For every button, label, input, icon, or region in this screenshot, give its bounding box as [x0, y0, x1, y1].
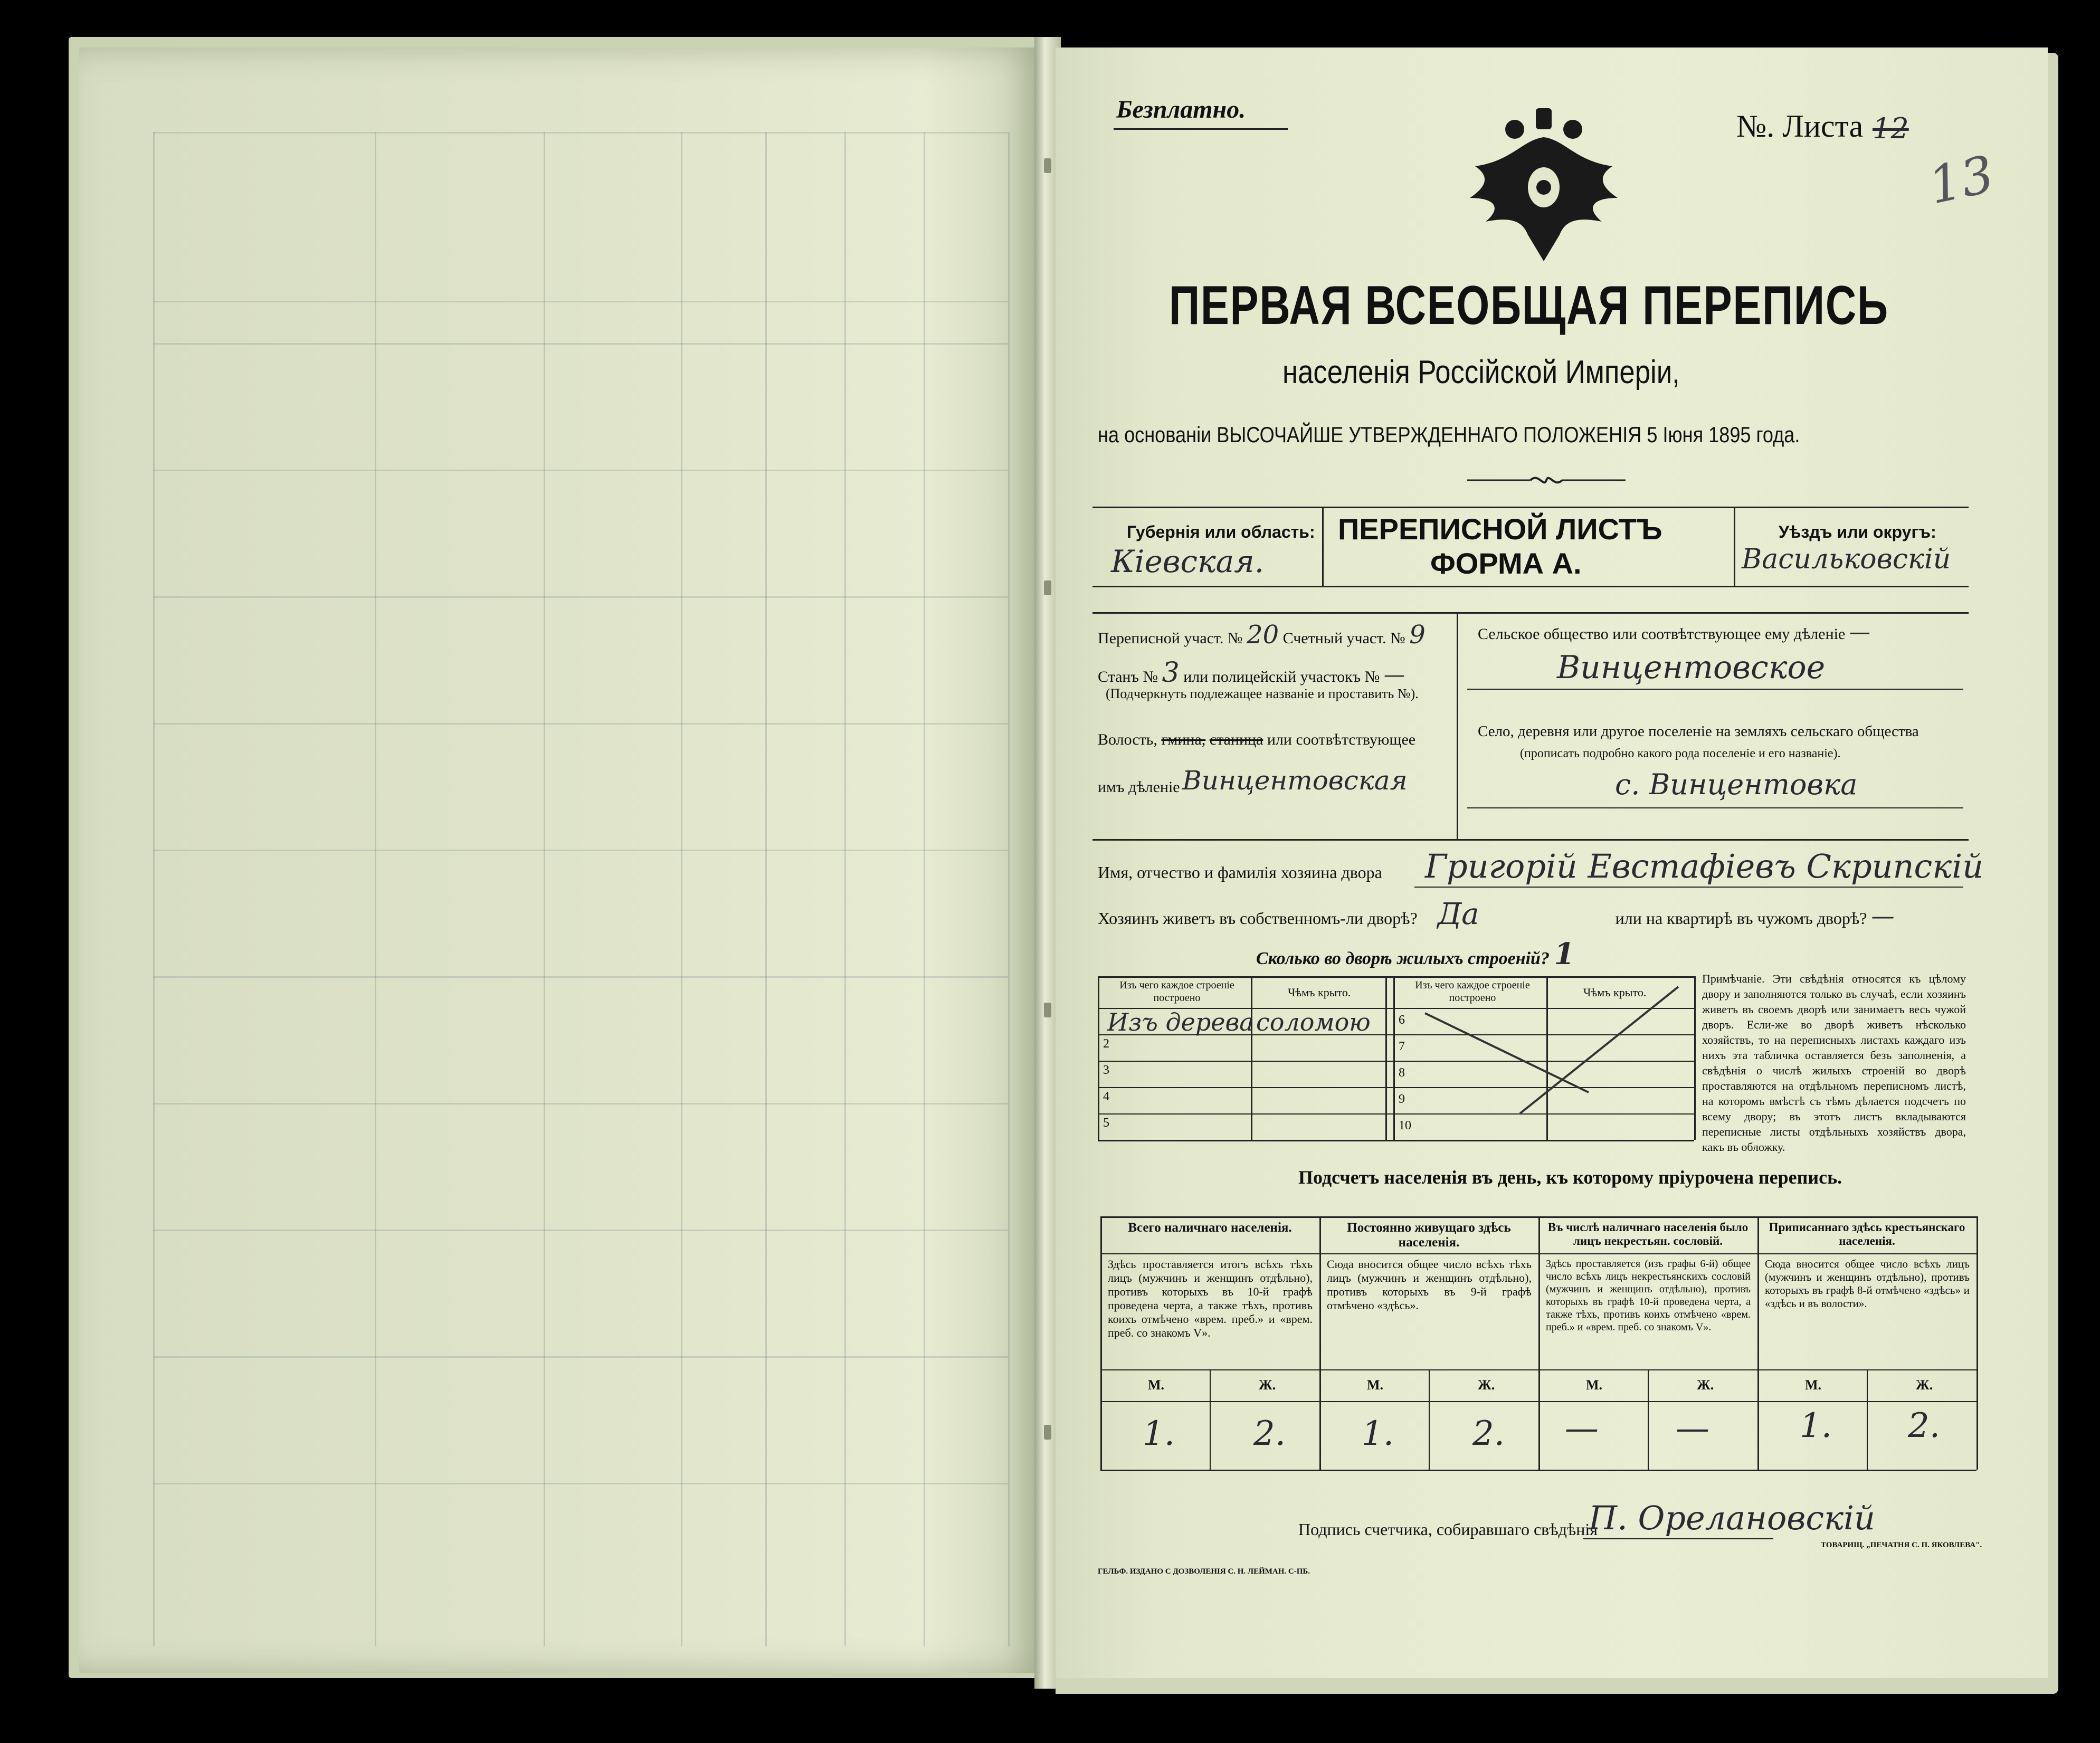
uezd-label: Уѣздъ или округъ:: [1779, 522, 1936, 541]
f-label: Ж.: [1259, 1377, 1276, 1393]
volost-struck-stanitsa: станица: [1209, 731, 1263, 748]
lives-value: Да: [1437, 897, 1479, 931]
uezd-value: Васильковскій: [1742, 544, 1951, 575]
sheet-number-label: №. Листа: [1736, 109, 1864, 144]
row-number: 6: [1399, 1013, 1405, 1027]
col-nonpeasant-m: —: [1565, 1409, 1599, 1448]
m-label: М.: [1148, 1377, 1165, 1393]
form-code: ФОРМА А.: [1430, 547, 1582, 580]
row-number: 9: [1399, 1092, 1405, 1106]
volost-label: Волость,: [1098, 731, 1157, 748]
row-number: 5: [1103, 1116, 1109, 1130]
village-label: Село, деревня или другое поселеніе на земляхъ сельскаго общества: [1478, 723, 1919, 740]
rent-label: или на квартирѣ въ чужомъ дворѣ?: [1615, 909, 1867, 928]
stitch: [1044, 1003, 1051, 1017]
m-label: М.: [1367, 1377, 1384, 1393]
col-registered-m: 1.: [1800, 1406, 1832, 1445]
col-nonpeasant-f: —: [1676, 1409, 1709, 1448]
col-registered-desc: Сюда вносится общее число всѣхъ лицъ (мужчинъ и женщинъ отдѣльно), противъ которыхъ въ графѣ 8-й отмѣчено «здѣсь» и «здѣсь и въ волости».: [1765, 1258, 1970, 1310]
legal-basis: на основаніи ВЫСОЧАЙШЕ УТВЕРЖДЕННАГО ПОЛОЖЕНІЯ 5 Іюня 1895 года.: [1098, 422, 1800, 447]
society-value: Винцентовское: [1557, 649, 1826, 686]
population-heading: Подсчетъ населенія въ день, къ которому пріурочена перепись.: [1298, 1167, 1842, 1188]
row-number: 7: [1399, 1040, 1405, 1053]
row-number: 2: [1103, 1037, 1109, 1051]
col-material: Изъ чего каждое строеніе построено: [1119, 979, 1234, 1004]
col-permanent-f: 2.: [1472, 1414, 1505, 1453]
m-label: М.: [1586, 1377, 1603, 1393]
volost-label-3: имъ дѣленіе: [1098, 778, 1180, 796]
col-nonpeasant-desc: Здѣсь проставляется (изъ графы 6-й) общее число всѣхъ лицъ некрестьянскихъ сословій (мужчинъ и женщинъ отдѣльно), противъ которыхъ въ графѣ 10-й проведена черта, а также тѣхъ, противъ коихъ отмѣчено «врем. преб.» и «врем. преб. со знакомъ V».: [1546, 1258, 1751, 1333]
col-registered-f: 2.: [1908, 1406, 1941, 1445]
ornament-divider: [1467, 470, 1626, 491]
footnote: Примѣчаніе. Эти свѣдѣнія относятся къ цѣлому двору и заполняются только въ случаѣ, если хозяинъ живетъ въ своемъ дворѣ или занимаетъ весь чужой дворъ. Если-же во дворѣ живетъ нѣсколько хозяйствъ, то на переписныхъ листахъ каждаго изъ нихъ эта табличка оставляется безъ заполненія, а свѣдѣнія о числѣ жилыхъ строеній во дворѣ проставляются на отдѣльномъ переписномъ листѣ, на которомъ вмѣстѣ съ тѣмъ дѣлается подсчетъ по всему двору; въ этотъ листъ вкладываются переписные листы отдѣльныхъ хозяйствъ двора, какъ въ обложку.: [1702, 972, 1966, 1154]
stitch: [1044, 1425, 1051, 1440]
buildings-label: Сколько во дворѣ жилыхъ строеній?: [1256, 949, 1550, 968]
village-value: с. Винцентовка: [1615, 768, 1858, 801]
f-label: Ж.: [1916, 1377, 1933, 1393]
volost-struck-gmina: гмина,: [1161, 731, 1206, 748]
stitch: [1044, 580, 1051, 595]
imprint-right: ТОВАРИЩ. „ПЕЧАТНЯ С. П. ЯКОВЛЕВА".: [1821, 1541, 1982, 1549]
stitch: [1044, 158, 1051, 173]
row-1-roof: соломою: [1256, 1008, 1371, 1036]
society-label: Сельское общество или соотвѣтствующее ему дѣленіе: [1478, 625, 1846, 643]
row-number: 3: [1103, 1063, 1109, 1077]
row-number: 8: [1399, 1066, 1405, 1080]
free-label: Безплатно.: [1116, 96, 1246, 123]
f-label: Ж.: [1478, 1377, 1495, 1393]
row-1-material: Изъ дерева: [1107, 1008, 1254, 1036]
col-permanent-desc: Сюда вносится общее число всѣхъ тѣхъ лицъ (мужчинъ и женщинъ отдѣльно), противъ которыхъ въ 9-й графѣ отмѣчено «здѣсь».: [1327, 1258, 1532, 1312]
left-page-bleedthrough-grid: [79, 79, 1040, 1673]
col-nonpeasant-title: Въ числѣ наличнаго населенія было лицъ некрестьян. сословій.: [1547, 1221, 1749, 1247]
buildings-value: 1: [1554, 937, 1575, 971]
volost-value: Винцентовская: [1182, 765, 1408, 796]
m-label: М.: [1805, 1377, 1822, 1393]
col-roof: Чѣмъ крыто.: [1288, 986, 1351, 999]
society-dash: —: [1849, 620, 1870, 644]
owner-value: Григорій Евстафіевъ Скрипскій: [1425, 847, 1983, 885]
col-total-f: 2.: [1253, 1414, 1286, 1453]
village-hint: (прописать подробно какого рода поселеніе и его названіе).: [1520, 747, 1841, 760]
imprint-left: ГЕЛЬФ. ИЗДАНО С ДОЗВОЛЕНІЯ С. Н. ЛЕЙМАН. С-ПБ.: [1098, 1567, 1310, 1576]
col-registered-title: Приписаннаго здѣсь крестьянскаго населенія.: [1769, 1221, 1965, 1247]
sheet-number-pencil: 13: [1923, 144, 1999, 216]
police-value: —: [1383, 663, 1405, 687]
count-area-value: 9: [1409, 620, 1426, 650]
sheet-number-struck: 12: [1873, 112, 1909, 145]
col-permanent-title: Постоянно живущаго здѣсь населенія.: [1347, 1221, 1511, 1250]
strikeout-cross: [1414, 976, 1699, 1140]
census-area-label: Переписной участ. №: [1098, 630, 1243, 647]
stan-value: 3: [1162, 657, 1180, 689]
underline-note: (Подчеркнуть подлежащее названіе и проставить №).: [1106, 686, 1419, 701]
col-permanent-m: 1.: [1362, 1414, 1394, 1453]
page-subtitle: населенія Россійской Имперіи,: [1282, 354, 1680, 390]
col-total-title: Всего наличнаго населенія.: [1128, 1221, 1292, 1235]
form-title: ПЕРЕПИСНОЙ ЛИСТЪ: [1338, 512, 1662, 546]
col-total-desc: Здѣсь проставляется итогъ всѣхъ тѣхъ лицъ (мужчинъ и женщинъ отдѣльно), противъ которыхъ въ 10-й графѣ проведена черта, а также тѣхъ, противъ коихъ отмѣчено «врем. преб.» и «врем. преб. со знакомъ V».: [1108, 1258, 1313, 1339]
stan-label: Станъ №: [1098, 668, 1158, 685]
col-roof-2: Чѣмъ крыто.: [1583, 986, 1647, 999]
row-number: 10: [1399, 1119, 1411, 1132]
owner-label: Имя, отчество и фамилія хозяина двора: [1098, 863, 1382, 882]
volost-label-2: или соотвѣтствующее: [1267, 731, 1416, 748]
page-title: ПЕРВАЯ ВСЕОБЩАЯ ПЕРЕПИСЬ: [1169, 275, 1889, 336]
signature-value: П. Орелановскій: [1589, 1499, 1875, 1537]
row-number: 4: [1103, 1090, 1109, 1103]
population-table: [1100, 1216, 1977, 1470]
col-total-m: 1.: [1143, 1414, 1175, 1453]
signature-label: Подпись счетчика, собиравшаго свѣдѣнія: [1298, 1520, 1598, 1539]
rent-value: —: [1871, 903, 1895, 930]
lives-label: Хозяинъ живетъ въ собственномъ-ли дворѣ?: [1098, 909, 1418, 928]
police-label: или полицейскій участокъ №: [1183, 668, 1380, 685]
col-material-2: Изъ чего каждое строеніе построено: [1415, 979, 1530, 1004]
gubernia-value: Кіевская.: [1111, 544, 1265, 579]
f-label: Ж.: [1697, 1377, 1714, 1393]
count-area-label: Счетный участ. №: [1282, 630, 1405, 647]
imperial-eagle-icon: [1465, 108, 1623, 261]
census-area-value: 20: [1247, 620, 1279, 650]
gubernia-label: Губернія или область:: [1127, 522, 1315, 541]
